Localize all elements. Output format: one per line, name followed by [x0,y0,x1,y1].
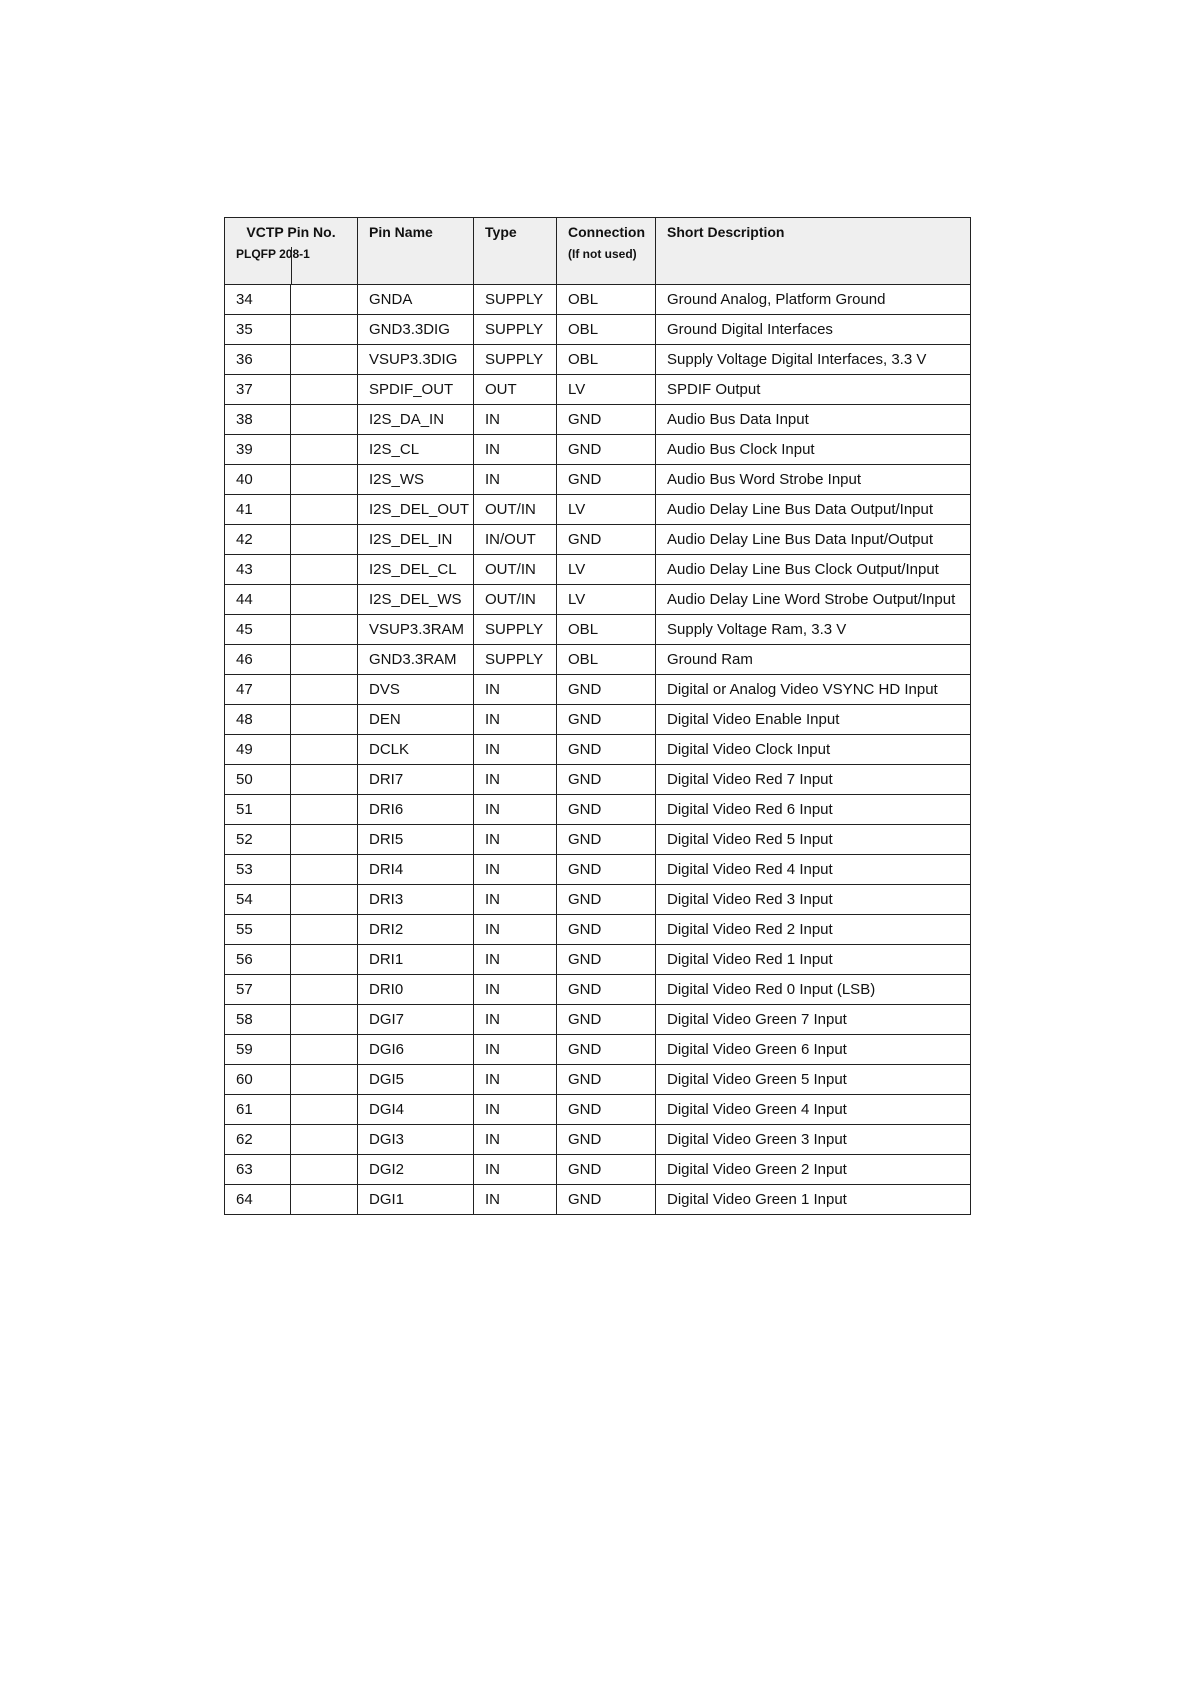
cell-alt-pin-no [291,405,358,435]
cell-connection: GND [557,465,656,495]
cell-connection: GND [557,1035,656,1065]
cell-description: Supply Voltage Ram, 3.3 V [656,615,971,645]
cell-type: IN [474,1005,557,1035]
cell-pin-name: DGI3 [358,1125,474,1155]
cell-pin-no: 39 [225,435,291,465]
cell-alt-pin-no [291,1185,358,1215]
cell-alt-pin-no [291,495,358,525]
cell-type: SUPPLY [474,645,557,675]
cell-connection: OBL [557,315,656,345]
cell-pin-name: I2S_CL [358,435,474,465]
table-row [225,285,971,315]
cell-type: IN/OUT [474,525,557,555]
cell-pin-name: DGI1 [358,1185,474,1215]
cell-description: Audio Delay Line Bus Data Input/Output [656,525,971,555]
header-row [225,218,971,285]
table-row [225,1005,971,1035]
cell-alt-pin-no [291,1005,358,1035]
cell-pin-name: I2S_DA_IN [358,405,474,435]
table-row [225,825,971,855]
cell-pin-no: 59 [225,1035,291,1065]
cell-type: SUPPLY [474,615,557,645]
cell-pin-no: 35 [225,315,291,345]
cell-description: Audio Delay Line Bus Clock Output/Input [656,555,971,585]
cell-type: IN [474,765,557,795]
cell-pin-no: 54 [225,885,291,915]
cell-pin-no: 61 [225,1095,291,1125]
cell-description: Digital Video Green 1 Input [656,1185,971,1215]
cell-connection: LV [557,585,656,615]
cell-alt-pin-no [291,465,358,495]
cell-alt-pin-no [291,795,358,825]
cell-connection: GND [557,1065,656,1095]
cell-alt-pin-no [291,705,358,735]
table-row [225,375,971,405]
table-row [225,1155,971,1185]
cell-pin-name: I2S_DEL_OUT [358,495,474,525]
cell-type: SUPPLY [474,285,557,315]
table-row [225,615,971,645]
cell-pin-no: 64 [225,1185,291,1215]
cell-description: Digital Video Green 7 Input [656,1005,971,1035]
cell-description: Digital Video Red 4 Input [656,855,971,885]
cell-pin-name: DRI0 [358,975,474,1005]
cell-type: IN [474,795,557,825]
cell-connection: GND [557,435,656,465]
cell-connection: LV [557,555,656,585]
cell-type: IN [474,825,557,855]
cell-pin-name: DEN [358,705,474,735]
cell-pin-name: DRI5 [358,825,474,855]
cell-alt-pin-no [291,1065,358,1095]
cell-alt-pin-no [291,825,358,855]
cell-alt-pin-no [291,645,358,675]
cell-type: IN [474,405,557,435]
cell-type: SUPPLY [474,345,557,375]
cell-connection: GND [557,675,656,705]
cell-type: OUT [474,375,557,405]
cell-description: Audio Bus Clock Input [656,435,971,465]
cell-alt-pin-no [291,915,358,945]
cell-connection: GND [557,975,656,1005]
cell-pin-name: DRI4 [358,855,474,885]
cell-description: Supply Voltage Digital Interfaces, 3.3 V [656,345,971,375]
cell-description: Audio Bus Word Strobe Input [656,465,971,495]
table-row [225,345,971,375]
cell-pin-name: DRI3 [358,885,474,915]
cell-connection: GND [557,885,656,915]
cell-description: Digital Video Red 6 Input [656,795,971,825]
cell-description: Audio Delay Line Bus Data Output/Input [656,495,971,525]
cell-description: Digital Video Red 0 Input (LSB) [656,975,971,1005]
cell-pin-name: DRI6 [358,795,474,825]
cell-pin-name: DGI5 [358,1065,474,1095]
cell-description: Ground Analog, Platform Ground [656,285,971,315]
cell-type: IN [474,885,557,915]
cell-alt-pin-no [291,735,358,765]
cell-description: Digital Video Clock Input [656,735,971,765]
cell-connection: GND [557,1005,656,1035]
cell-alt-pin-no [291,855,358,885]
cell-type: IN [474,975,557,1005]
cell-type: IN [474,1155,557,1185]
cell-pin-no: 47 [225,675,291,705]
cell-pin-no: 44 [225,585,291,615]
cell-type: IN [474,915,557,945]
cell-connection: LV [557,375,656,405]
table-row [225,795,971,825]
cell-pin-name: DRI7 [358,765,474,795]
cell-type: OUT/IN [474,585,557,615]
cell-pin-name: GND3.3RAM [358,645,474,675]
cell-alt-pin-no [291,375,358,405]
cell-pin-no: 55 [225,915,291,945]
cell-alt-pin-no [291,885,358,915]
table-row [225,495,971,525]
table-row [225,1185,971,1215]
table-row [225,405,971,435]
cell-type: OUT/IN [474,555,557,585]
cell-pin-name: DRI2 [358,915,474,945]
table-row [225,1065,971,1095]
table-body [225,285,971,1215]
cell-pin-no: 53 [225,855,291,885]
cell-type: IN [474,435,557,465]
table-row [225,555,971,585]
cell-alt-pin-no [291,1125,358,1155]
table-row [225,735,971,765]
cell-pin-no: 40 [225,465,291,495]
cell-alt-pin-no [291,525,358,555]
cell-connection: OBL [557,345,656,375]
cell-connection: GND [557,1095,656,1125]
cell-connection: OBL [557,285,656,315]
cell-pin-name: DGI7 [358,1005,474,1035]
cell-pin-name: DGI6 [358,1035,474,1065]
cell-pin-no: 52 [225,825,291,855]
table-row [225,645,971,675]
cell-pin-name: I2S_WS [358,465,474,495]
cell-connection: GND [557,945,656,975]
table-row [225,705,971,735]
cell-type: SUPPLY [474,315,557,345]
cell-connection: OBL [557,645,656,675]
cell-pin-no: 57 [225,975,291,1005]
header-sub-divider [291,247,292,284]
table-row [225,585,971,615]
cell-description: Digital Video Green 6 Input [656,1035,971,1065]
header-connection-label: Connection [568,224,646,240]
cell-pin-name: I2S_DEL_WS [358,585,474,615]
cell-alt-pin-no [291,285,358,315]
cell-pin-name: GND3.3DIG [358,315,474,345]
cell-connection: GND [557,915,656,945]
cell-pin-no: 50 [225,765,291,795]
cell-description: Digital Video Red 7 Input [656,765,971,795]
table-row [225,675,971,705]
cell-pin-name: VSUP3.3DIG [358,345,474,375]
table-row [225,435,971,465]
cell-description: Digital Video Red 5 Input [656,825,971,855]
cell-description: Digital or Analog Video VSYNC HD Input [656,675,971,705]
cell-pin-no: 56 [225,945,291,975]
cell-type: IN [474,1125,557,1155]
cell-connection: GND [557,855,656,885]
cell-alt-pin-no [291,435,358,465]
cell-description: Digital Video Red 2 Input [656,915,971,945]
cell-connection: OBL [557,615,656,645]
cell-pin-name: DCLK [358,735,474,765]
cell-type: IN [474,1065,557,1095]
cell-description: Digital Video Green 2 Input [656,1155,971,1185]
pin-table [224,217,971,1215]
cell-connection: GND [557,1125,656,1155]
table-row [225,855,971,885]
cell-type: IN [474,945,557,975]
header-package-label: PLQFP 208-1 [236,247,310,261]
cell-pin-no: 51 [225,795,291,825]
cell-description: Digital Video Red 3 Input [656,885,971,915]
cell-description: Digital Video Enable Input [656,705,971,735]
cell-type: IN [474,735,557,765]
table-row [225,525,971,555]
cell-pin-no: 58 [225,1005,291,1035]
cell-description: Digital Video Green 5 Input [656,1065,971,1095]
header-connection-note: (If not used) [568,247,637,261]
cell-connection: GND [557,405,656,435]
table-row [225,945,971,975]
cell-alt-pin-no [291,945,358,975]
cell-connection: GND [557,1185,656,1215]
cell-description: Digital Video Green 3 Input [656,1125,971,1155]
cell-alt-pin-no [291,765,358,795]
cell-pin-no: 36 [225,345,291,375]
table-row [225,1035,971,1065]
header-pin-no-label: VCTP Pin No. [246,224,336,240]
cell-pin-no: 63 [225,1155,291,1185]
cell-pin-name: SPDIF_OUT [358,375,474,405]
cell-alt-pin-no [291,1035,358,1065]
cell-pin-no: 43 [225,555,291,585]
cell-pin-no: 41 [225,495,291,525]
cell-type: IN [474,465,557,495]
cell-pin-no: 62 [225,1125,291,1155]
cell-description: Digital Video Red 1 Input [656,945,971,975]
header-pin-no [225,218,358,285]
cell-connection: LV [557,495,656,525]
cell-description: Digital Video Green 4 Input [656,1095,971,1125]
header-pin-name: Pin Name [358,218,474,285]
cell-alt-pin-no [291,675,358,705]
cell-type: IN [474,1185,557,1215]
table-row [225,765,971,795]
cell-alt-pin-no [291,615,358,645]
cell-description: Ground Ram [656,645,971,675]
cell-pin-name: I2S_DEL_IN [358,525,474,555]
header-type: Type [474,218,557,285]
cell-connection: GND [557,795,656,825]
cell-description: Audio Delay Line Word Strobe Output/Input [656,585,971,615]
cell-pin-no: 45 [225,615,291,645]
cell-pin-no: 46 [225,645,291,675]
cell-type: IN [474,1035,557,1065]
cell-alt-pin-no [291,315,358,345]
cell-connection: GND [557,825,656,855]
cell-type: IN [474,675,557,705]
cell-type: IN [474,1095,557,1125]
cell-alt-pin-no [291,345,358,375]
cell-pin-name: DRI1 [358,945,474,975]
cell-alt-pin-no [291,1095,358,1125]
cell-connection: GND [557,735,656,765]
cell-pin-no: 34 [225,285,291,315]
cell-pin-no: 49 [225,735,291,765]
table-row [225,975,971,1005]
cell-pin-name: DGI2 [358,1155,474,1185]
cell-pin-name: GNDA [358,285,474,315]
cell-pin-name: DGI4 [358,1095,474,1125]
table-row [225,465,971,495]
table-row [225,1125,971,1155]
cell-pin-name: VSUP3.3RAM [358,615,474,645]
cell-alt-pin-no [291,585,358,615]
cell-pin-name: I2S_DEL_CL [358,555,474,585]
cell-pin-no: 38 [225,405,291,435]
header-connection [557,218,656,285]
cell-type: OUT/IN [474,495,557,525]
cell-connection: GND [557,525,656,555]
cell-alt-pin-no [291,555,358,585]
cell-description: Ground Digital Interfaces [656,315,971,345]
cell-pin-no: 60 [225,1065,291,1095]
cell-pin-no: 37 [225,375,291,405]
cell-alt-pin-no [291,975,358,1005]
cell-type: IN [474,855,557,885]
cell-alt-pin-no [291,1155,358,1185]
cell-pin-name: DVS [358,675,474,705]
cell-connection: GND [557,1155,656,1185]
table-row [225,1095,971,1125]
table-row [225,915,971,945]
cell-connection: GND [557,765,656,795]
table-row [225,885,971,915]
cell-description: Audio Bus Data Input [656,405,971,435]
header-description: Short Description [656,218,971,285]
cell-pin-no: 42 [225,525,291,555]
cell-type: IN [474,705,557,735]
table-row [225,315,971,345]
cell-description: SPDIF Output [656,375,971,405]
cell-connection: GND [557,705,656,735]
table-header [225,218,971,285]
cell-pin-no: 48 [225,705,291,735]
